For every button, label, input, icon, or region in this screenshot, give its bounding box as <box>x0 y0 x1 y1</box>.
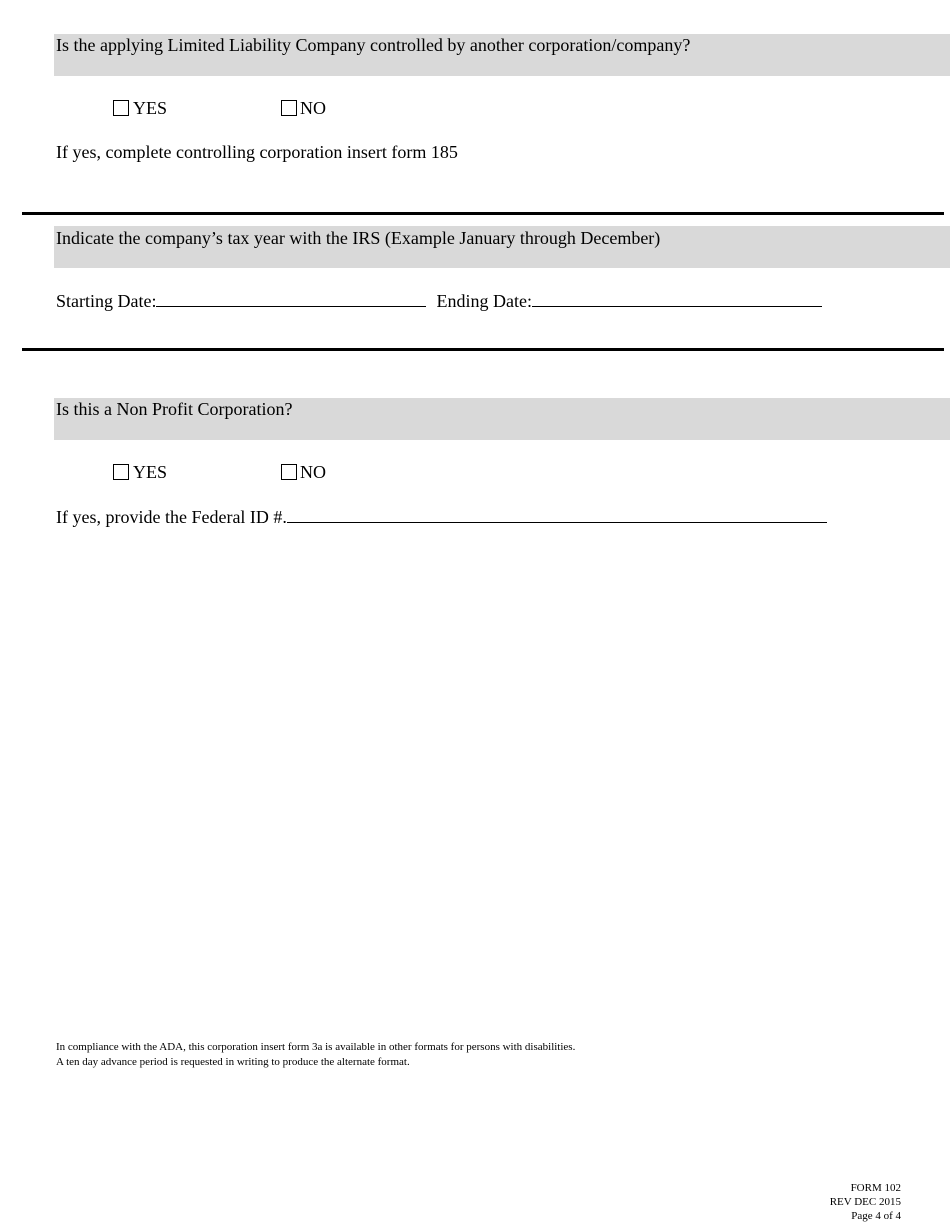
non-profit-yes-checkbox[interactable] <box>113 464 129 480</box>
tax-year-question: Indicate the company’s tax year with the IRS (Example January through December) <box>56 228 661 248</box>
page-number: Page 4 of 4 <box>851 1210 901 1222</box>
federal-id-row <box>56 506 827 528</box>
ada-notice-line1: In compliance with the ADA, this corporation insert form 3a is available in other formats for persons with disabilities. <box>56 1041 576 1053</box>
non-profit-no-label: NO <box>300 462 326 482</box>
federal-id-field[interactable] <box>287 506 827 523</box>
starting-date-field[interactable] <box>156 290 426 307</box>
form-footer <box>830 1181 901 1223</box>
non-profit-no-checkbox[interactable] <box>281 464 297 480</box>
llc-controlled-question: Is the applying Limited Liability Company controlled by another corporation/company? <box>56 35 691 55</box>
ada-notice-line2: A ten day advance period is requested in writing to produce the alternate format. <box>56 1056 410 1068</box>
section-llc-controlled-header <box>54 34 950 76</box>
form-number: FORM 102 <box>850 1182 901 1194</box>
section-non-profit-header <box>54 398 950 440</box>
starting-date-label: Starting Date: <box>56 291 157 311</box>
section-divider <box>22 348 944 351</box>
ending-date-field[interactable] <box>532 290 822 307</box>
non-profit-yes-label: YES <box>133 462 168 482</box>
llc-controlled-no-label: NO <box>300 98 326 118</box>
controlling-corporation-note: If yes, complete controlling corporation insert form 185 <box>56 142 458 162</box>
llc-controlled-yes-label: YES <box>133 98 168 118</box>
section-tax-year-header <box>54 226 950 268</box>
non-profit-question: Is this a Non Profit Corporation? <box>56 399 293 419</box>
llc-controlled-no-checkbox[interactable] <box>281 100 297 116</box>
tax-year-dates-row <box>56 290 822 312</box>
llc-controlled-yes-checkbox[interactable] <box>113 100 129 116</box>
ending-date-label: Ending Date: <box>436 291 532 311</box>
federal-id-label: If yes, provide the Federal ID #. <box>56 507 287 527</box>
form-revision: REV DEC 2015 <box>829 1196 901 1208</box>
section-divider <box>22 212 944 215</box>
